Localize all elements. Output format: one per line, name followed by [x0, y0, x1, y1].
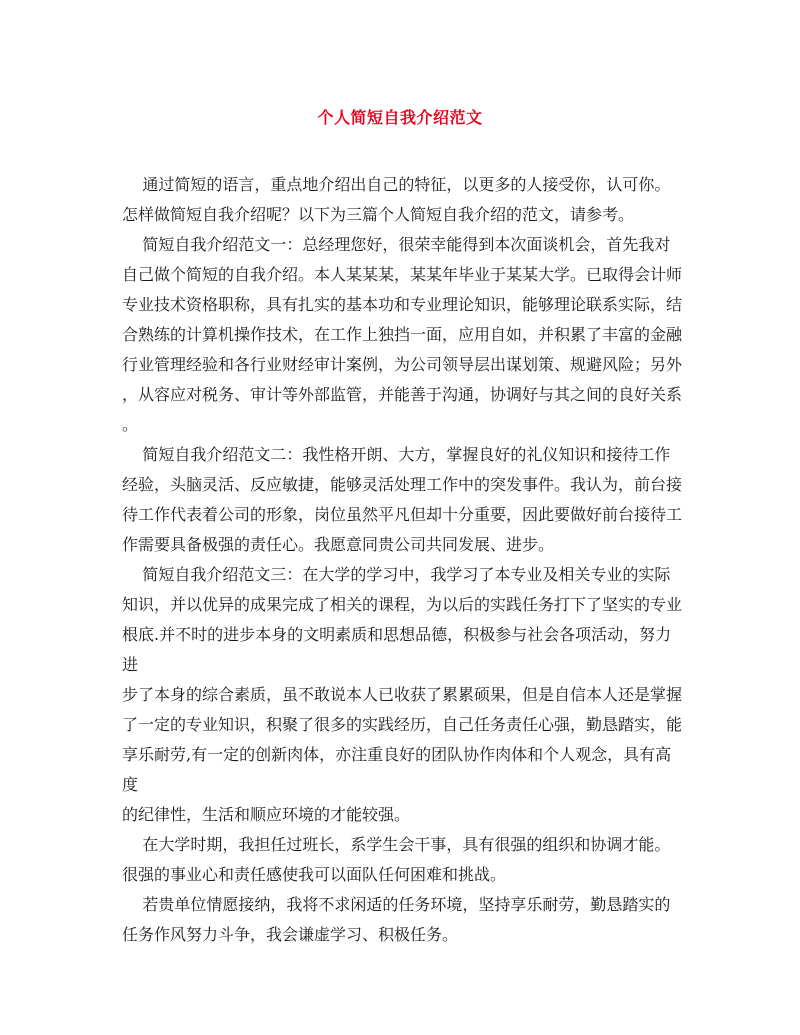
text-line: 简短自我介绍范文一：总经理您好，很荣幸能得到本次面谈机会，首先我对 [122, 235, 671, 254]
text-line: 行业管理经验和各行业财经审计案例，为公司领导层出谋划策、规避风险；另外 [122, 355, 683, 374]
text-line: 步了本身的综合素质，虽不敢说本人已收获了累累硕果，但是自信本人还是掌握 [122, 685, 683, 704]
text-line: 经验，头脑灵活、反应敏捷，能够灵活处理工作中的突发事件。我认为，前台接 [122, 475, 683, 494]
text-line: 任务作风努力斗争，我会谦虚学习、积极任务。 [122, 925, 459, 944]
document-title: 个人简短自我介绍范文 [317, 108, 483, 127]
text-line: 待工作代表着公司的形象，岗位虽然平凡但却十分重要，因此要做好前台接待工 [122, 505, 683, 524]
text-line: 的纪律性，生活和顺应环境的才能较强。 [122, 805, 411, 824]
text-line: 怎样做简短自我介绍呢？以下为三篇个人简短自我介绍的范文，请参考。 [122, 205, 635, 224]
text-line: 了一定的专业知识，积聚了很多的实践经历，自己任务责任心强，勤恳踏实，能 [122, 715, 683, 734]
text-line: 若贵单位情愿接纳，我将不求闲适的任务环境，坚持享乐耐劳，勤恳踏实的 [122, 895, 671, 914]
text-line: 简短自我介绍范文三：在大学的学习中，我学习了本专业及相关专业的实际 [122, 565, 671, 584]
text-line: 专业技术资格职称，具有扎实的基本功和专业理论知识，能够理论联系实际，结 [122, 295, 683, 314]
text-line: 享乐耐劳,有一定的创新肉体，亦注重良好的团队协作肉体和个人观念，具有高度 [122, 745, 672, 794]
text-line: 。 [122, 415, 139, 434]
document-body [122, 170, 687, 950]
text-line: 很强的事业心和责任感使我可以面队任何困难和挑战。 [122, 865, 507, 884]
text-line: 作需要具备极强的责任心。我愿意同贵公司共同发展、进步。 [122, 535, 555, 554]
text-line: 通过简短的语言，重点地介绍出自己的特征，以更多的人接受你，认可你。 [122, 175, 671, 194]
text-line: 自己做个简短的自我介绍。本人某某某，某某年毕业于某某大学。已取得会计师 [122, 265, 683, 284]
text-line: 根底.并不时的进步本身的文明素质和思想品德，积极参与社会各项活动，努力进 [122, 625, 672, 674]
text-line: 合熟练的计算机操作技术，在工作上独挡一面，应用自如，并积累了丰富的金融 [122, 325, 683, 344]
text-line: 简短自我介绍范文二：我性格开朗、大方，掌握良好的礼仪知识和接待工作 [122, 445, 671, 464]
text-line: 知识，并以优异的成果完成了相关的课程，为以后的实践任务打下了坚实的专业 [122, 595, 683, 614]
text-line: ，从容应对税务、审计等外部监管，并能善于沟通，协调好与其之间的良好关系 [122, 385, 683, 404]
text-line: 在大学时期，我担任过班长，系学生会干事，具有很强的组织和协调才能。 [122, 835, 671, 854]
